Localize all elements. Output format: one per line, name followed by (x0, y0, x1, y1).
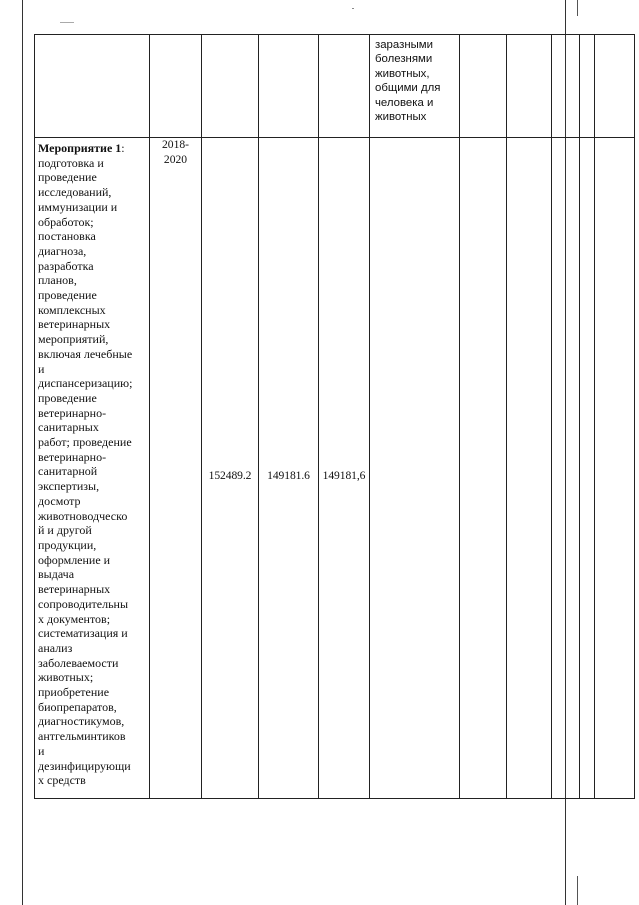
continued-text (370, 35, 459, 124)
cell-period (150, 138, 202, 799)
continued-line: заразными (375, 39, 433, 51)
event-line: разработка (38, 258, 94, 273)
event-line: включая лечебные (38, 346, 133, 361)
cell-continued-text (370, 35, 460, 138)
event-line: досмотр (38, 493, 81, 508)
event-line: х средств (38, 773, 86, 788)
event-line: анализ (38, 640, 73, 655)
event-line: постановка (38, 229, 96, 244)
event-line: й и другой (38, 523, 92, 538)
event-line: ветеринарных (38, 582, 111, 597)
right-edge-mark-bottom (577, 876, 578, 905)
event-line: проведение (38, 170, 97, 185)
cell-empty (202, 35, 259, 138)
continued-line: общими для (375, 82, 441, 95)
event-line: мероприятий, (38, 332, 109, 347)
cell-empty (259, 35, 319, 138)
cell-event-description (35, 138, 150, 799)
cell-empty (150, 35, 202, 138)
event-line: ветеринарных (38, 317, 111, 332)
event-line: ветеринарно- (38, 449, 107, 464)
event-line: исследований, (38, 185, 112, 200)
event-line: приобретение (38, 685, 110, 700)
event-line: антгельминтиков (38, 729, 126, 744)
scan-mark (60, 22, 74, 23)
cell-empty (460, 35, 507, 138)
event-line: ветеринарно- (38, 405, 107, 420)
event-line: систематизация и (38, 626, 128, 641)
event-line: подготовка и (38, 155, 104, 170)
continued-line: болезнями (375, 53, 433, 66)
cell-empty (580, 35, 595, 138)
period-end: 2020 (163, 152, 188, 166)
event-line: диагноза, (38, 243, 87, 258)
event-line: животноводческо (38, 508, 128, 523)
event-line: диагностикумов, (38, 714, 125, 729)
cell-empty (552, 138, 580, 799)
scan-speck (352, 8, 354, 9)
cell-empty (507, 138, 552, 799)
amount-value-3: 149181,6 (322, 468, 366, 482)
cell-amount-1 (202, 138, 259, 799)
cell-amount-2 (259, 138, 319, 799)
cell-empty (370, 138, 460, 799)
event-line: и (38, 361, 45, 376)
continued-line: человека и (375, 96, 434, 109)
event-line: и (38, 743, 45, 758)
event-line: заболеваемости (38, 655, 119, 670)
event-line: санитарных (38, 420, 99, 435)
event-line: планов, (38, 273, 77, 288)
cell-empty (35, 35, 150, 138)
amount-value-1: 152489.2 (208, 468, 252, 482)
event-line: работ; проведение (38, 435, 132, 450)
cell-amount-3 (319, 138, 370, 799)
cell-empty (552, 35, 580, 138)
program-table (34, 34, 635, 799)
right-edge-mark-top (577, 0, 578, 16)
event-line: проведение (38, 288, 97, 303)
event-title: Мероприятие 1 (38, 141, 122, 155)
table-row-event-1 (35, 138, 635, 799)
cell-empty (319, 35, 370, 138)
event-line: биопрепаратов, (38, 699, 117, 714)
cell-empty (507, 35, 552, 138)
event-line: животных; (38, 670, 94, 685)
event-line: диспансеризацию; (38, 376, 133, 391)
event-line: проведение (38, 390, 97, 405)
left-margin-line (22, 0, 23, 905)
event-line: комплексных (38, 302, 106, 317)
table-row-continued (35, 35, 635, 138)
event-line: дезинфицирующи (38, 758, 131, 773)
period-start: 2018- (161, 138, 190, 151)
event-line: сопроводительны (38, 596, 129, 611)
continued-line: животных, (375, 67, 430, 80)
event-line: санитарной (38, 464, 98, 479)
event-line: иммунизации и (38, 199, 118, 214)
event-line: экспертизы, (38, 479, 100, 494)
event-line: продукции, (38, 537, 97, 552)
continued-line: животных (375, 111, 427, 124)
event-line: обработок; (38, 214, 94, 229)
cell-empty (595, 35, 635, 138)
cell-empty (595, 138, 635, 799)
amount-value-2: 149181.6 (267, 468, 310, 482)
event-line: выдача (38, 567, 75, 582)
cell-empty (580, 138, 595, 799)
event-title-suffix: : (121, 141, 125, 155)
cell-empty (460, 138, 507, 799)
event-line: оформление и (38, 552, 111, 567)
event-line: х документов; (38, 611, 111, 626)
